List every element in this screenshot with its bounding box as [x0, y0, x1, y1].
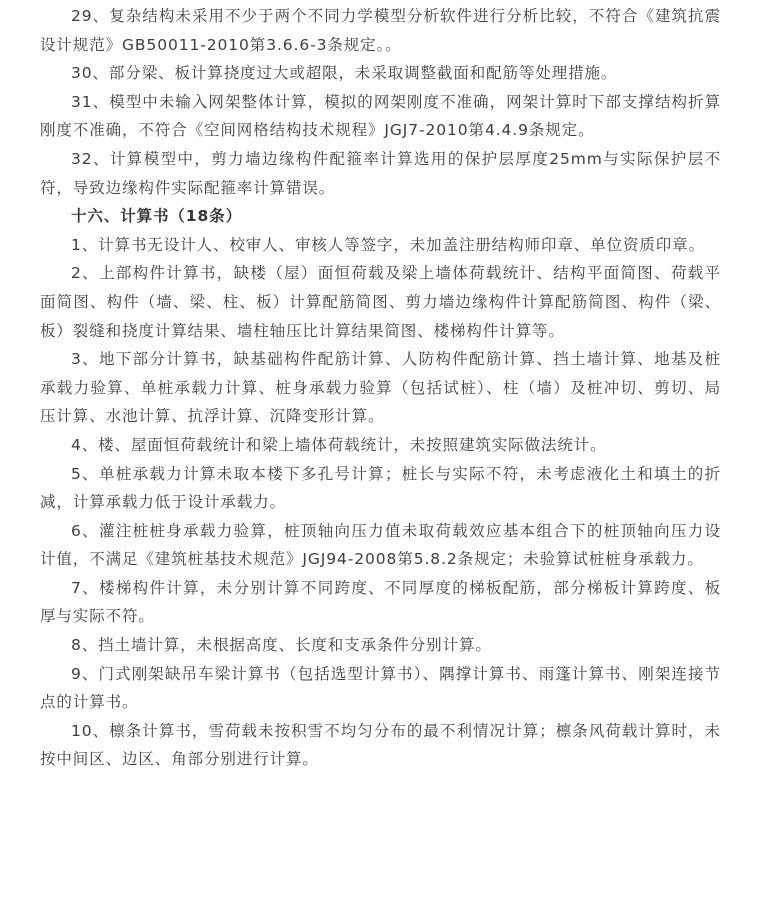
paragraph-item-6: 6、灌注桩桩身承载力验算，桩顶轴向压力值未取荷载效应基本组合下的桩顶轴向压力设计值，不满足《建筑桩基技术规范》JGJ94-2008第5.8.2条规定；未验算试桩桩身承载力。: [40, 521, 721, 569]
section-heading: 十六、计算书（18条）: [71, 207, 242, 226]
paragraph-item-2: 2、上部构件计算书，缺楼（屋）面恒荷载及梁上墙体荷载统计、结构平面简图、荷载平面简图、构件（墙、梁、柱、板）计算配筋简图、剪力墙边缘构件计算配筋简图、构件（梁、板）裂缝和挠度计算结果、墙柱轴压比计算结果简图、楼梯构件计算等。: [40, 264, 721, 340]
paragraph-item-3: 3、地下部分计算书，缺基础构件配筋计算、人防构件配筋计算、挡土墙计算、地基及桩承载力验算、单桩承载力计算、桩身承载力验算（包括试桩）、柱（墙）及桩冲切、剪切、局压计算、水池计算、抗浮计算、沉降变形计算。: [40, 350, 721, 426]
paragraph-item-30: 30、部分梁、板计算挠度过大或超限，未采取调整截面和配筋等处理措施。: [71, 64, 618, 83]
paragraph-item-1: 1、计算书无设计人、校审人、审核人等签字，未加盖注册结构师印章、单位资质印章。: [71, 235, 705, 254]
paragraph-item-8: 8、挡土墙计算，未根据高度、长度和支承条件分别计算。: [71, 636, 492, 655]
paragraph-item-29: 29、复杂结构未采用不少于两个不同力学模型分析软件进行分析比较，不符合《建筑抗震设计规范》GB50011-2010第3.6.6-3条规定。。: [40, 7, 721, 54]
paragraph-item-5: 5、单桩承载力计算未取本楼下多孔号计算；桩长与实际不符，未考虑液化土和填土的折减，计算承载力低于设计承载力。: [40, 464, 721, 512]
paragraph-item-9: 9、门式刚架缺吊车梁计算书（包括选型计算书）、隅撑计算书、雨篷计算书、刚架连接节点的计算书。: [40, 664, 721, 712]
paragraph-item-31: 31、模型中未输入网架整体计算，模拟的网架刚度不准确，网架计算时下部支撑结构折算刚度不准确，不符合《空间网格结构技术规程》JGJ7-2010第4.4.9条规定。: [40, 92, 721, 140]
paragraph-item-4: 4、楼、屋面恒荷载统计和梁上墙体荷载统计，未按照建筑实际做法统计。: [71, 435, 607, 454]
paragraph-item-32: 32、计算模型中，剪力墙边缘构件配箍率计算选用的保护层厚度25mm与实际保护层不符，导致边缘构件实际配箍率计算错误。: [40, 149, 721, 197]
paragraph-item-10: 10、檩条计算书，雪荷载未按积雪不均匀分布的最不利情况计算；檩条风荷载计算时，未按中间区、边区、角部分别进行计算。: [40, 721, 721, 769]
paragraph-item-7: 7、楼梯构件计算，未分别计算不同跨度、不同厚度的梯板配筋，部分梯板计算跨度、板厚与实际不符。: [40, 578, 721, 626]
